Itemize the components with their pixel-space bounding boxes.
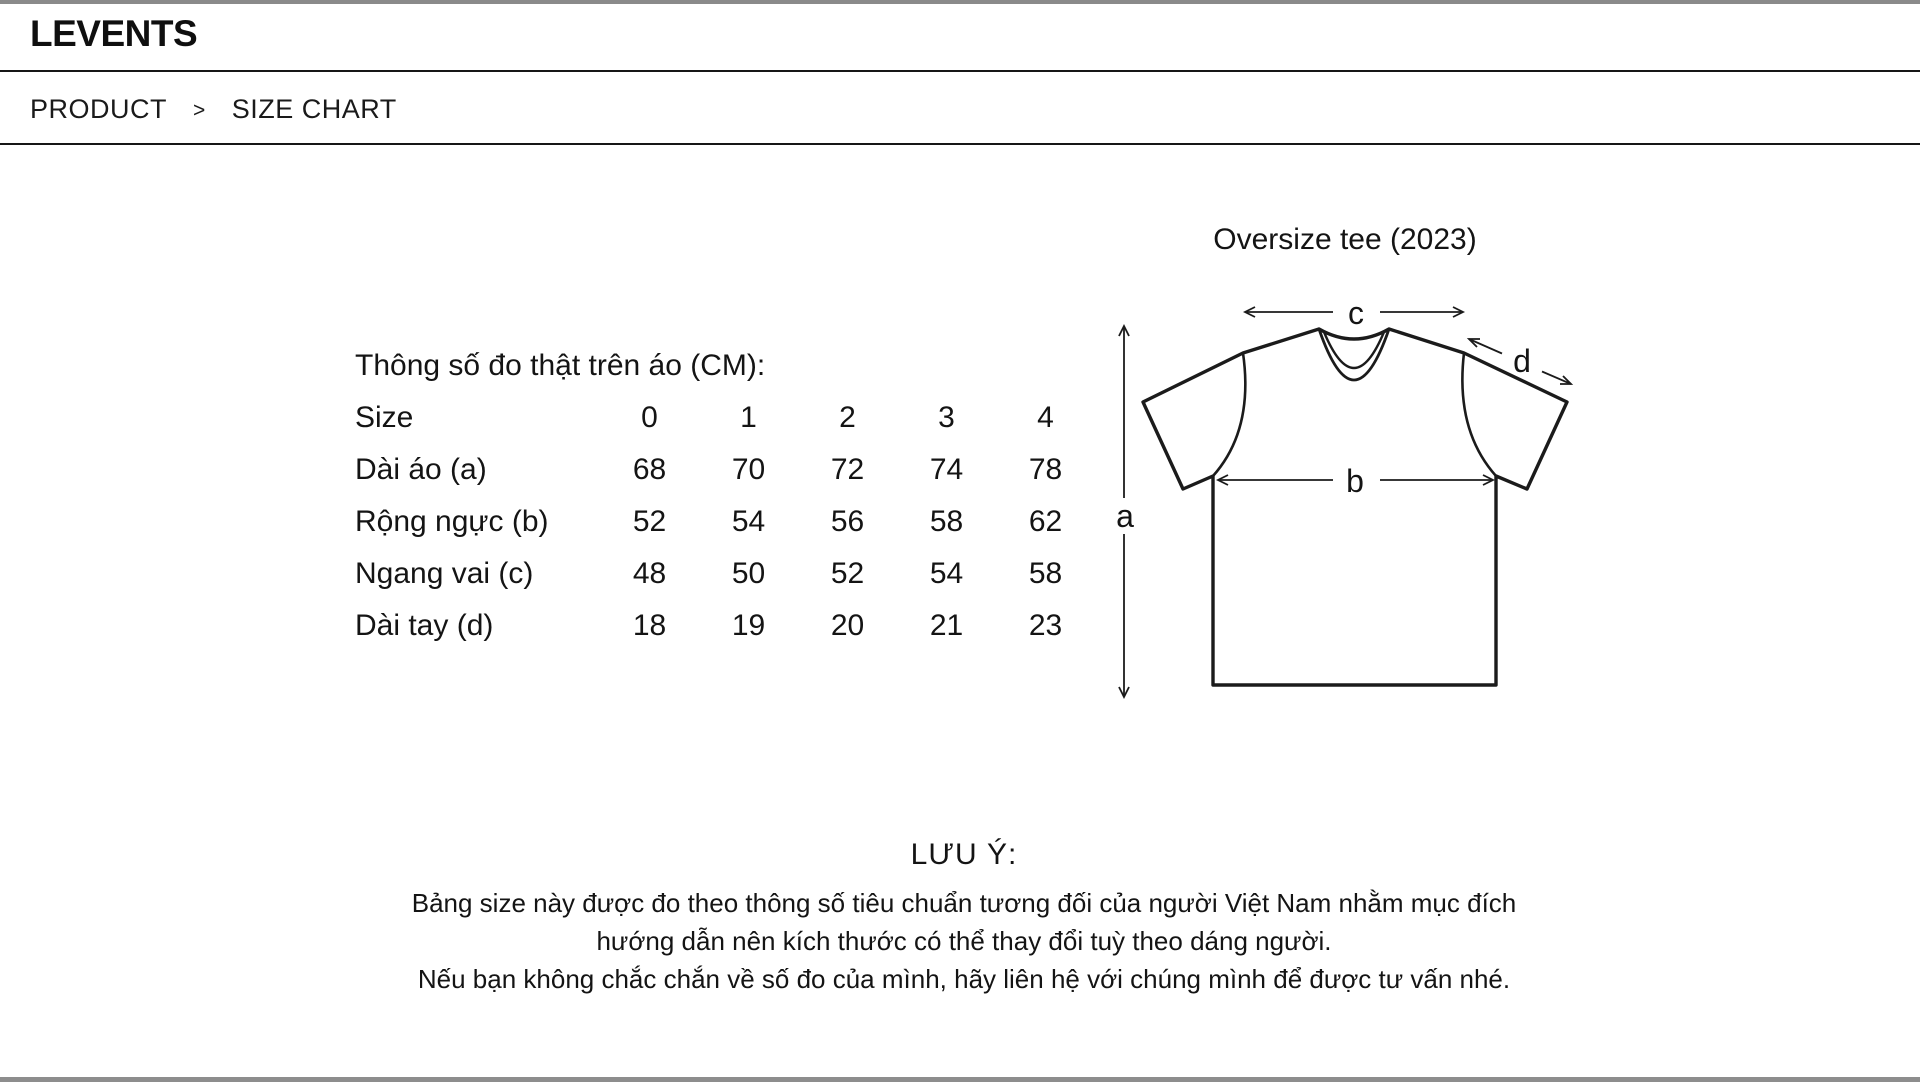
note-heading: LƯU Ý: (910, 838, 1018, 871)
row-label-chest: Rộng ngực (b) (355, 505, 549, 538)
row-label-sleeve: Dài tay (d) (355, 609, 494, 642)
bottom-border-bar (0, 1077, 1920, 1082)
table-cell: 54 (731, 505, 766, 538)
dimension-label-d: d (1513, 343, 1531, 379)
table-cell: 23 (1028, 609, 1063, 642)
table-cell: 20 (830, 609, 865, 642)
row-label-length: Dài áo (a) (355, 453, 487, 486)
table-cell: 68 (632, 453, 667, 486)
breadcrumb-item-product[interactable]: PRODUCT (30, 94, 167, 124)
tshirt-outline (1143, 329, 1567, 685)
dimension-label-a: a (1116, 498, 1134, 534)
size-table-title: Thông số đo thật trên áo (CM): (355, 349, 766, 382)
table-cell: 72 (830, 453, 865, 486)
header-divider (0, 70, 1920, 72)
breadcrumb-item-size-chart[interactable]: SIZE CHART (231, 94, 397, 124)
table-cell: 21 (929, 609, 964, 642)
size-column-header: 2 (839, 401, 856, 434)
table-cell: 78 (1028, 453, 1063, 486)
top-border-bar (0, 0, 1920, 4)
table-cell: 52 (830, 557, 865, 590)
table-cell: 19 (731, 609, 766, 642)
diagram-title: Oversize tee (2023) (1213, 223, 1477, 256)
table-cell: 74 (929, 453, 964, 486)
size-column-header: 1 (740, 401, 757, 434)
table-cell: 48 (632, 557, 667, 590)
size-column-header: 4 (1037, 401, 1054, 434)
table-cell: 18 (632, 609, 667, 642)
brand-logo[interactable]: LEVENTS (30, 13, 198, 54)
tshirt-diagram (1100, 240, 1590, 710)
breadcrumb (30, 94, 397, 125)
table-cell: 50 (731, 557, 766, 590)
dimension-label-b: b (1346, 463, 1364, 499)
table-cell: 70 (731, 453, 766, 486)
size-table-header-label: Size (355, 401, 414, 434)
breadcrumb-separator: > (193, 99, 206, 122)
size-column-header: 0 (641, 401, 658, 434)
note-text (0, 884, 1920, 998)
table-cell: 54 (929, 557, 964, 590)
note-line: hướng dẫn nên kích thước có thể thay đổi tuỳ theo dáng người. (596, 926, 1332, 956)
size-table (355, 340, 1095, 652)
note-line: Nếu bạn không chắc chắn về số đo của mình, hãy liên hệ với chúng mình để được tư vấn nhé. (417, 964, 1511, 994)
row-label-shoulder: Ngang vai (c) (355, 557, 534, 590)
breadcrumb-divider (0, 143, 1920, 145)
table-cell: 58 (929, 505, 964, 538)
note-line: Bảng size này được đo theo thông số tiêu chuẩn tương đối của người Việt Nam nhằm mục đích (411, 888, 1517, 918)
table-cell: 58 (1028, 557, 1063, 590)
size-column-header: 3 (938, 401, 955, 434)
table-cell: 56 (830, 505, 865, 538)
table-cell: 52 (632, 505, 667, 538)
dimension-label-c: c (1348, 295, 1364, 331)
table-cell: 62 (1028, 505, 1063, 538)
